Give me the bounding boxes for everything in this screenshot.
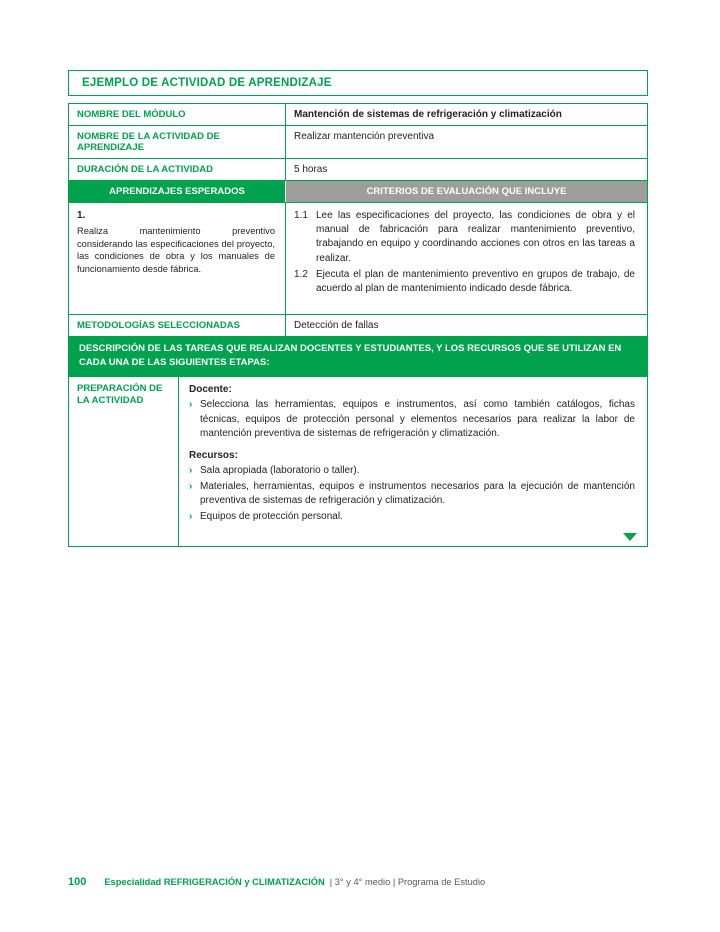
continuation-arrow-icon xyxy=(623,533,637,541)
list-item xyxy=(189,464,635,479)
table-header-row xyxy=(69,180,647,202)
table-row-metodologias xyxy=(69,314,647,336)
row-label-actividad: NOMBRE DE LA ACTIVIDAD DE APRENDIZAJE xyxy=(69,126,286,158)
table-row-descripcion-banner xyxy=(69,336,647,376)
list-item xyxy=(189,480,635,509)
criterio-number: 1.1 xyxy=(294,210,308,221)
preparacion-label: PREPARACIÓN DE LA ACTIVIDAD xyxy=(69,377,179,546)
footer-specialty: Especialidad REFRIGERACIÓN y CLIMATIZACIÓN xyxy=(104,877,325,887)
aprendizaje-number: 1. xyxy=(77,210,86,221)
list-item-text: Materiales, herramientas, equipos e instrumentos necesarios para la ejecución de mantención preventiva de sistemas de refrigeración y climatización. xyxy=(200,480,635,506)
bullet-icon: › xyxy=(189,510,193,522)
list-item-text: Sala apropiada (laboratorio o taller). xyxy=(200,465,360,476)
footer-program: | 3° y 4° medio | Programa de Estudio xyxy=(329,877,486,887)
aprendizaje-text: Realiza mantenimiento preventivo considerando las especificaciones del proyecto, las condiciones de obra y los manuales de funcionamiento desde fábrica. xyxy=(77,225,275,275)
page-title: EJEMPLO DE ACTIVIDAD DE APRENDIZAJE xyxy=(82,77,332,89)
list-item-text: Equipos de protección personal. xyxy=(200,510,343,522)
page-footer xyxy=(68,876,485,888)
table-row-modulo xyxy=(69,104,647,125)
criterio-item xyxy=(294,268,635,296)
descripcion-banner: DESCRIPCIÓN DE LAS TAREAS QUE REALIZAN DOCENTES Y ESTUDIANTES, Y LOS RECURSOS QUE SE UTILIZAN EN CADA UNA DE LAS SIGUIENTES ETAPAS: xyxy=(69,337,647,376)
header-aprendizajes: APRENDIZAJES ESPERADOS xyxy=(69,181,286,202)
table-row-actividad xyxy=(69,125,647,158)
row-label-metodologias: METODOLOGÍAS SELECCIONADAS xyxy=(69,315,286,336)
list-item-text: Selecciona las herramientas, equipos e instrumentos, así como también catálogos, fichas técnicas, equipos de protección personal y elementos necesarios para realizar la labor de mantención preventiva de sistemas de refrigeración y climatización. xyxy=(200,399,635,439)
bullet-icon: › xyxy=(189,480,193,492)
activity-table xyxy=(68,103,648,547)
table-row-duracion xyxy=(69,158,647,180)
page-number: 100 xyxy=(68,876,87,888)
list-item xyxy=(189,398,635,442)
table-row-preparacion xyxy=(69,376,647,546)
row-label-duracion: DURACIÓN DE LA ACTIVIDAD xyxy=(69,159,286,180)
criterio-item xyxy=(294,209,635,266)
activity-title-box xyxy=(68,70,648,96)
list-item xyxy=(189,510,635,525)
row-value-metodologias: Detección de fallas xyxy=(294,320,379,331)
table-row-aprendizaje xyxy=(69,202,647,314)
criterios-cell xyxy=(286,203,647,314)
aprendizaje-cell xyxy=(69,203,286,314)
row-value-actividad: Realizar mantención preventiva xyxy=(294,131,435,142)
row-label-modulo: NOMBRE DEL MÓDULO xyxy=(69,104,286,125)
bullet-icon: › xyxy=(189,399,193,410)
docente-heading: Docente: xyxy=(189,383,232,395)
criterio-text: Lee las especificaciones del proyecto, las condiciones de obra y el manual de fabricación para realizar mantenimiento preventivo, trabajando en equipo y coordinando acciones con otros en las tareas a realizar. xyxy=(316,210,635,264)
recursos-heading: Recursos: xyxy=(189,449,238,461)
header-criterios: CRITERIOS DE EVALUACIÓN QUE INCLUYE xyxy=(286,181,647,202)
preparacion-cell xyxy=(179,377,647,546)
document-content xyxy=(68,70,648,547)
row-value-duracion: 5 horas xyxy=(294,164,328,175)
row-value-modulo: Mantención de sistemas de refrigeración y climatización xyxy=(294,109,562,120)
criterio-number: 1.2 xyxy=(294,268,308,280)
criterio-text: Ejecuta el plan de mantenimiento preventivo en grupos de trabajo, de acuerdo al plan de mantenimiento indicado desde fábrica. xyxy=(316,268,635,294)
bullet-icon: › xyxy=(189,465,193,476)
